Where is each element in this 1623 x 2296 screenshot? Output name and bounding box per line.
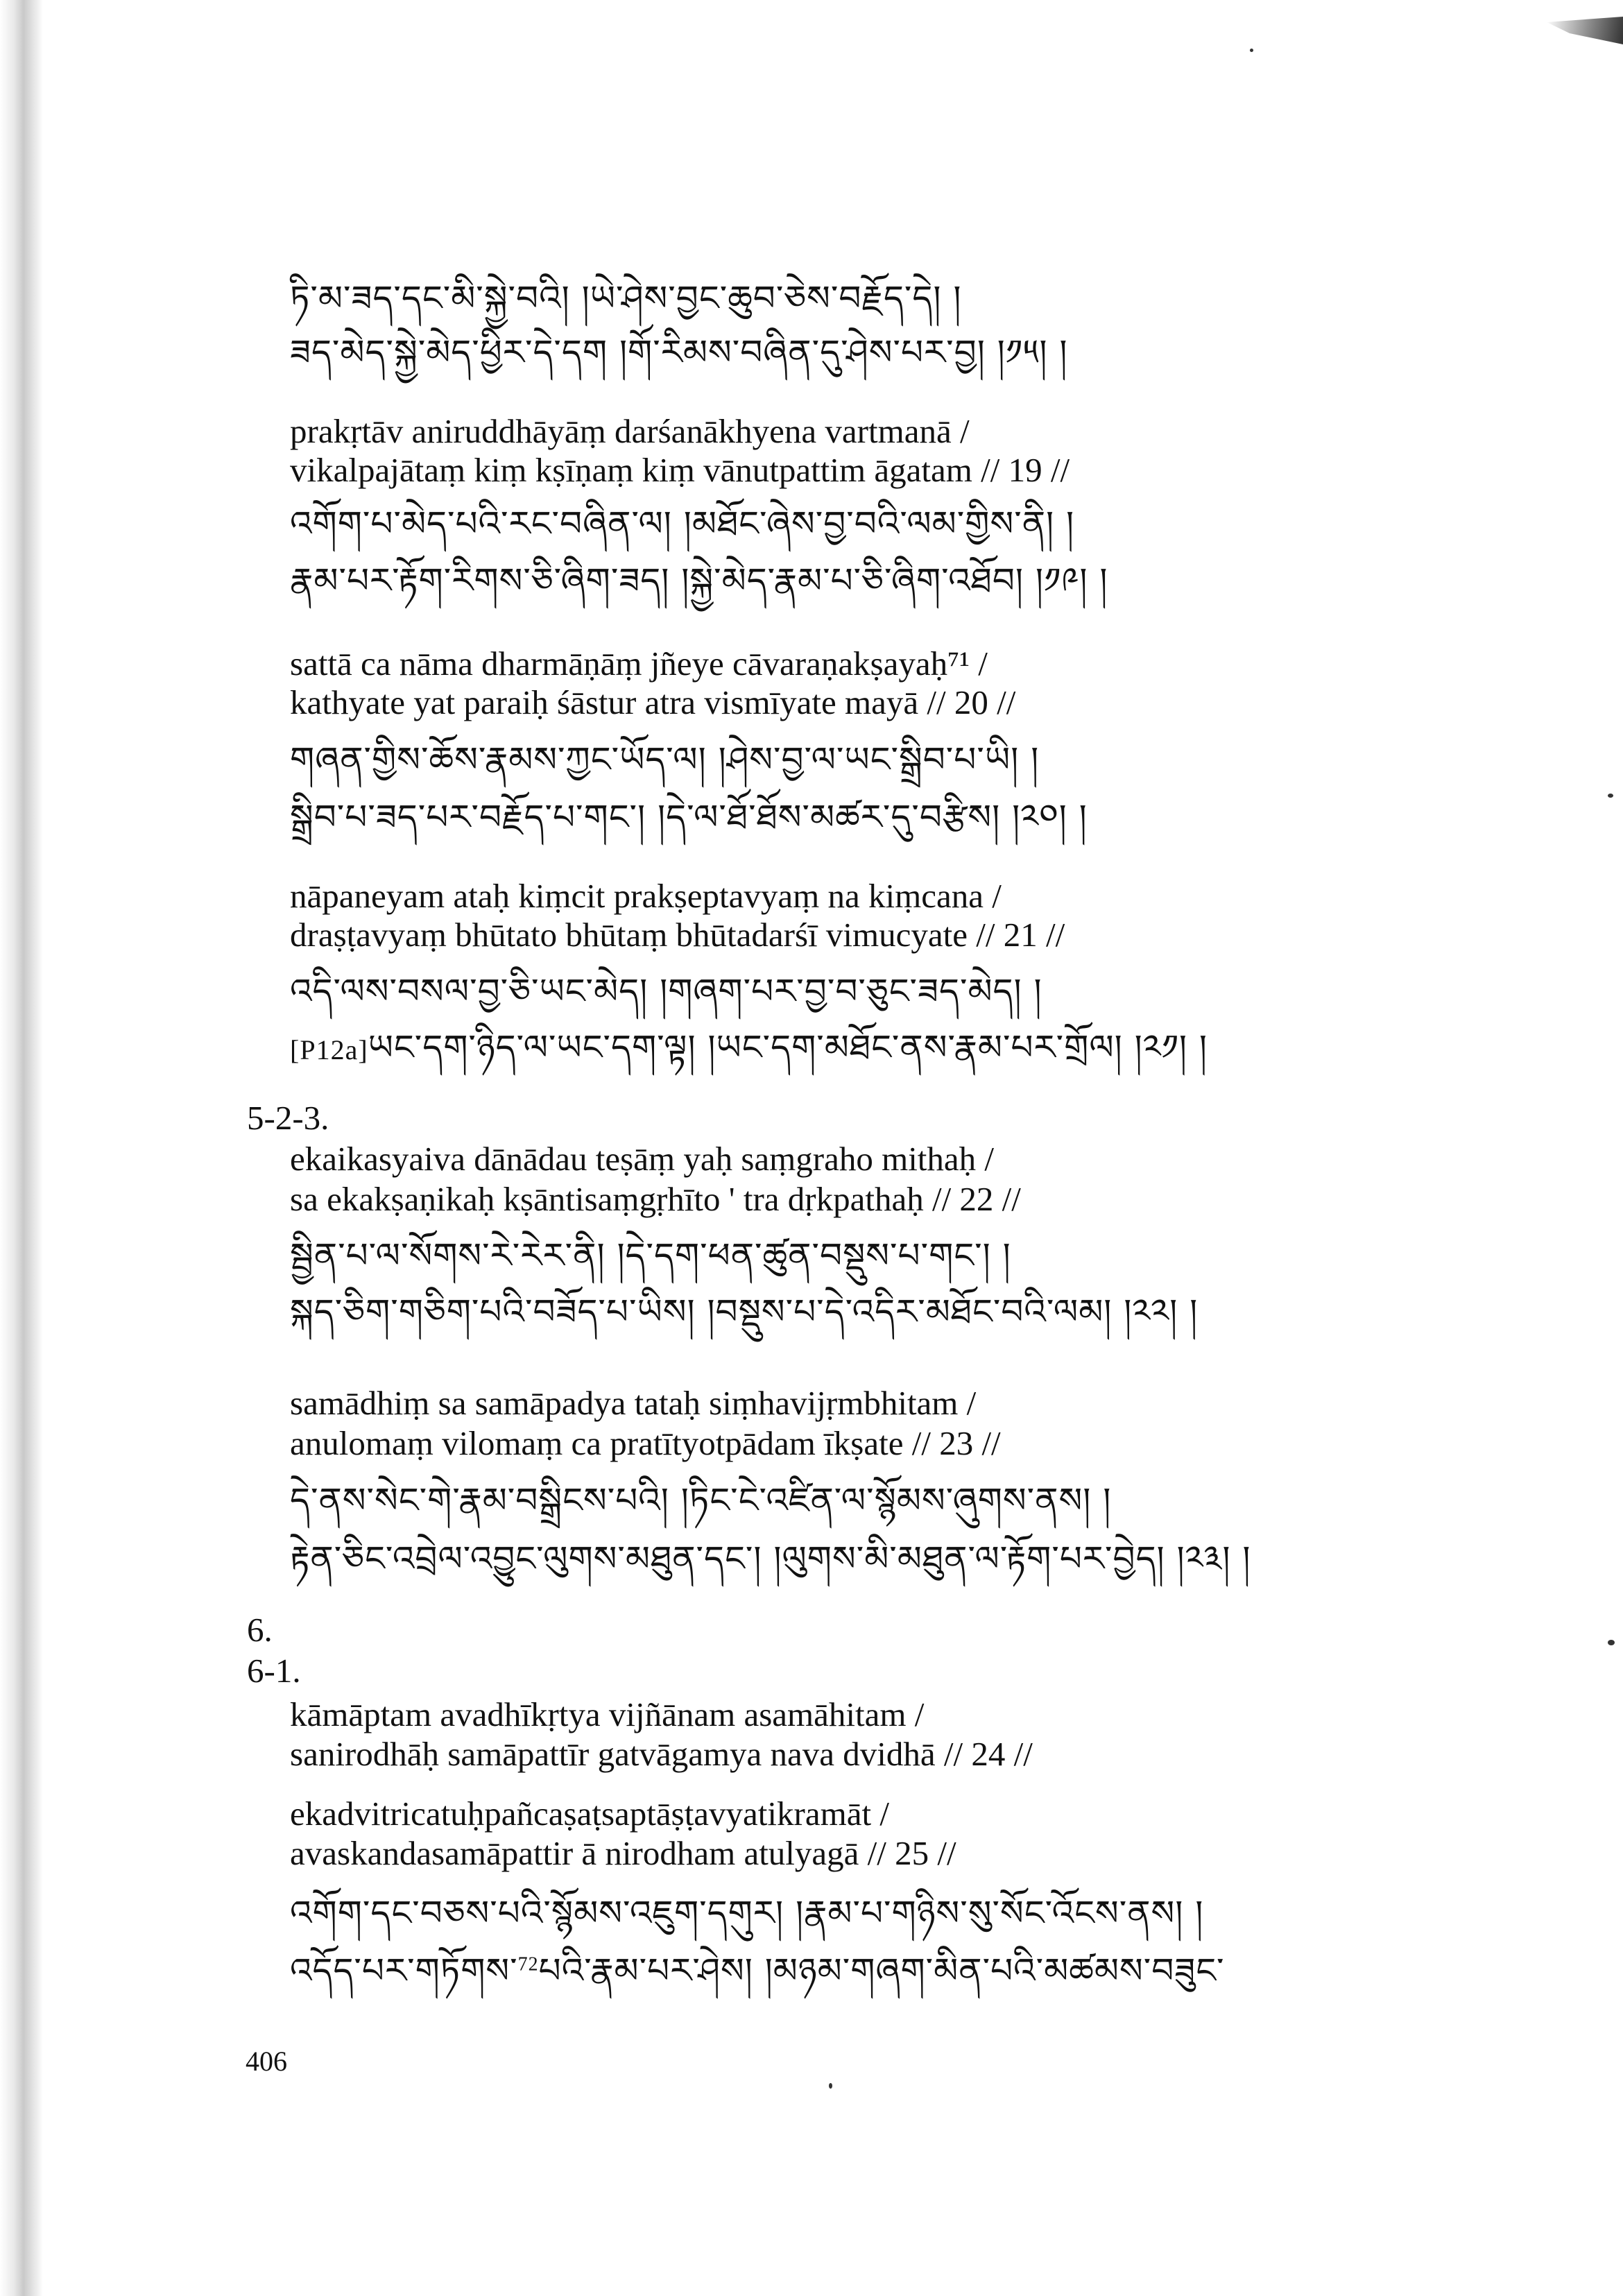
sanskrit-line: samādhiṃ sa samāpadya tataḥ siṃhavijṛmbhitam / — [290, 1384, 977, 1422]
sanskrit-line: vikalpajātaṃ kiṃ kṣīṇaṃ kiṃ vānutpattim āgatam // 19 // — [290, 451, 1070, 489]
sanskrit-line: prakṛtāv aniruddhāyāṃ darśanākhyena vartmanā / — [290, 412, 970, 450]
tibetan-line: རྣམ་པར་རྟོག་རིགས་ཅི་ཞིག་ཟད། །སྐྱེ་མེད་རྣམ་པ་ཅི་ཞིག་འཐོབ། །༡༩། ། — [290, 560, 1108, 601]
tibetan-text: ཡང་དག་ཉིད་ལ་ཡང་དག་ལྟ། །ཡང་དག་མཐོང་ནས་རྣམ་པར་གྲོལ། །༢༡། ། — [368, 1027, 1208, 1068]
binding-shadow — [0, 0, 43, 2296]
sanskrit-line: anulomaṃ vilomaṃ ca pratītyotpādam īkṣate // 23 // — [290, 1424, 1001, 1462]
tibetan-text: འདོད་པར་གཏོགས་ — [290, 1951, 518, 1991]
sanskrit-line: ekadvitricatuḥpañcaṣaṭsaptāṣṭavyatikramāt / — [290, 1794, 889, 1833]
scan-speck — [829, 2083, 832, 2089]
sanskrit-line: nāpaneyam ataḥ kiṃcit prakṣeptavyaṃ na kiṃcana / — [290, 877, 1002, 915]
sanskrit-line: sa ekakṣaṇikaḥ kṣāntisaṃgṛhīto ' tra dṛkpathaḥ // 22 // — [290, 1180, 1021, 1218]
tibetan-line: སྦྱིན་པ་ལ་སོགས་རེ་རེར་ནི། །དེ་དག་ཕན་ཚུན་བསྡུས་པ་གང་། ། — [290, 1235, 1011, 1276]
scan-speck — [1250, 49, 1253, 52]
sanskrit-line: ekaikasyaiva dānādau teṣāṃ yaḥ saṃgraho mithaḥ / — [290, 1140, 995, 1178]
tibetan-line: འདི་ལས་བསལ་བྱ་ཅི་ཡང་མེད། །གཞག་པར་བྱ་བ་ཅུང་ཟད་མེད། ། — [290, 971, 1042, 1011]
tibetan-line: སྐད་ཅིག་གཅིག་པའི་བཟོད་པ་ཡིས། །བསྡུས་པ་དེ་འདིར་མཐོང་བའི་ལམ། །༢༢། ། — [290, 1292, 1199, 1332]
tibetan-line: འགོག་པ་མེད་པའི་རང་བཞིན་ལ། །མཐོང་ཞེས་བྱ་བའི་ལམ་གྱིས་ནི། ། — [290, 504, 1075, 544]
scan-speck — [1608, 1640, 1615, 1645]
section-heading: 6-1. — [247, 1652, 301, 1690]
sanskrit-line: kāmāptam avadhīkṛtya vijñānam asamāhitam / — [290, 1695, 925, 1733]
sanskrit-line: draṣṭavyaṃ bhūtato bhūtaṃ bhūtadarśī vimucyate // 21 // — [290, 916, 1065, 954]
tibetan-line: སྒྲིབ་པ་ཟད་པར་བརྗོད་པ་གང་། །དེ་ལ་ཐོ་ཐོས་མཚར་དུ་བརྩིས། །༢༠། ། — [290, 797, 1088, 837]
section-heading: 5-2-3. — [247, 1099, 329, 1137]
scan-speck — [1608, 794, 1613, 798]
tibetan-line: རྟེན་ཅིང་འབྲེལ་འབྱུང་ལུགས་མཐུན་དང་། །ལུགས་མི་མཐུན་ལ་རྟོག་པར་བྱེད། །༢༣། ། — [290, 1539, 1251, 1579]
sanskrit-line: sattā ca nāma dharmāṇāṃ jñeye cāvaraṇakṣayaḥ⁷¹ / — [290, 644, 988, 683]
tibetan-line: འགོག་དང་བཅས་པའི་སྙོམས་འཇུག་དགུར། །རྣམ་པ་གཉིས་སུ་སོང་འོངས་ནས། ། — [290, 1893, 1204, 1933]
footnote-marker: 72 — [517, 1953, 539, 1976]
tibetan-line-with-ref — [290, 1027, 1208, 1068]
tibetan-line: གཞན་གྱིས་ཆོས་རྣམས་ཀྱང་ཡོད་ལ། །ཤེས་བྱ་ལ་ཡང་སྒྲིབ་པ་ཡི། ། — [290, 739, 1040, 780]
page-corner-mark — [1547, 17, 1623, 44]
tibetan-line: ཏི་མ་ཟད་དང་མི་སྐྱེ་བའི། །ཡེ་ཤེས་བྱང་ཆུབ་ཅེས་བརྗོད་དེ། ། — [290, 278, 962, 318]
folio-reference: [P12a] — [290, 1034, 368, 1065]
sanskrit-line: kathyate yat paraiḥ śāstur atra vismīyate mayā // 20 // — [290, 683, 1016, 721]
sanskrit-line: avaskandasamāpattir ā nirodham atulyagā // 25 // — [290, 1834, 956, 1872]
tibetan-line: དེ་ནས་སེང་གེ་རྣམ་བསྒྲིངས་པའི། །ཏིང་ངེ་འཛིན་ལ་སྙོམས་ཞུགས་ནས། ། — [290, 1480, 1112, 1520]
sanskrit-line: sanirodhāḥ samāpattīr gatvāgamya nava dvidhā // 24 // — [290, 1735, 1033, 1773]
section-heading: 6. — [247, 1611, 273, 1649]
page-number: 406 — [246, 2046, 287, 2077]
tibetan-line: ཟད་མེད་སྐྱེ་མེད་ཕྱིར་དེ་དག །གོ་རིམས་བཞིན་དུ་ཤེས་པར་བྱ། །༡༥། ། — [290, 332, 1068, 372]
tibetan-text: པའི་རྣམ་པར་ཤེས། །མཉམ་གཞག་མིན་པའི་མཚམས་བཟུང་ — [538, 1951, 1225, 1991]
tibetan-line-with-note — [290, 1951, 1225, 1991]
